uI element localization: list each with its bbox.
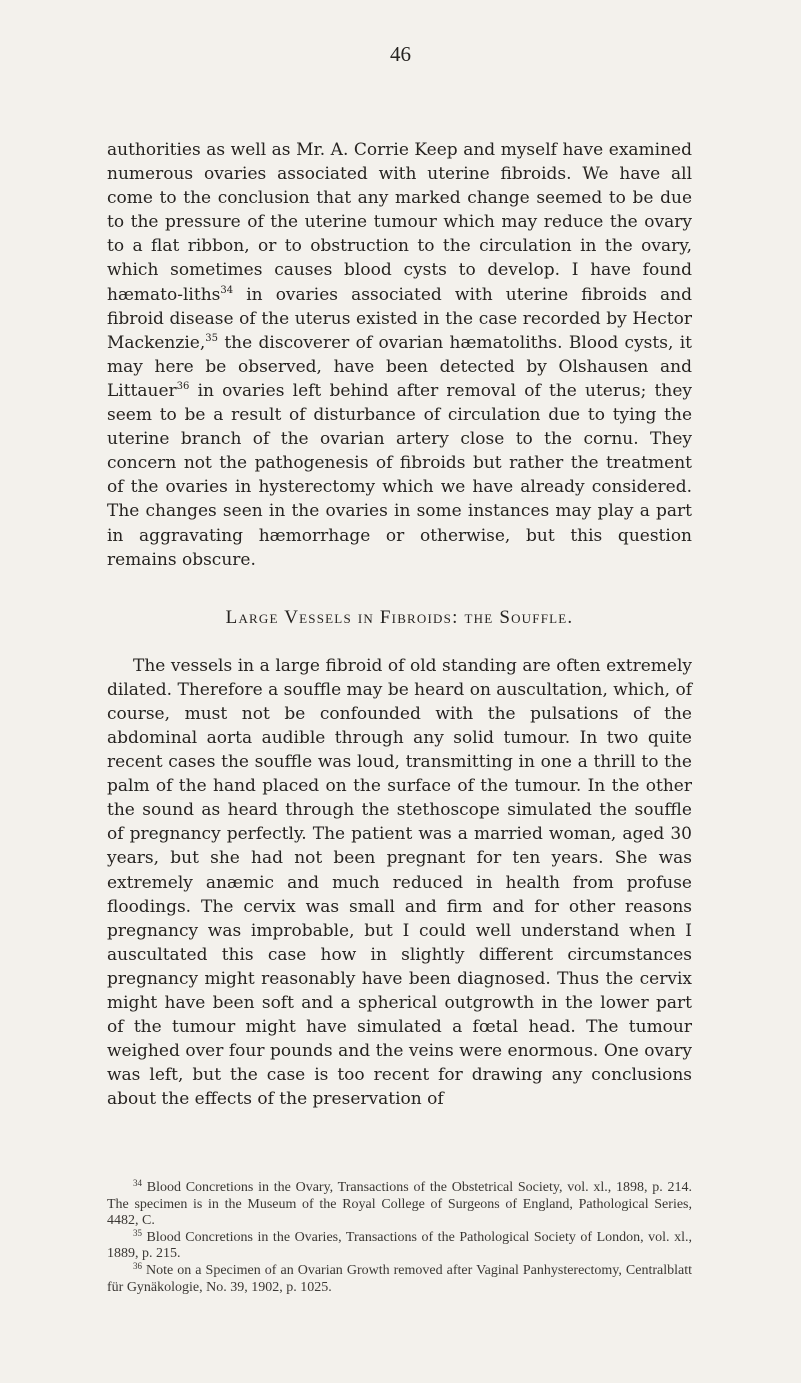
paragraph-text: in ovaries left behind after removal of the uterus; they seem to be a result of disturbance of circulation due to tying the uterine branch of the ovarian artery close to the cornu. They concern not the pathogenesis of fibroids but rather the treatment of the ovaries in hysterectomy which we have already considered. The changes seen in the ovaries in some instances may play a part in aggravating hæmorrhage or otherwise, but this question remains obscure. xyxy=(107,380,692,570)
footnote-35 xyxy=(107,1227,692,1263)
footnote-mark: 34 xyxy=(133,1178,142,1188)
footnote-ref-35: 35 xyxy=(205,332,218,344)
footnote-ref-36: 36 xyxy=(176,380,190,392)
footnote-34 xyxy=(107,1180,692,1230)
paragraph-text: the discoverer of ovarian hæmatoliths. Blood cysts, it may here be observed, have been detected by Olshausen and Littauer xyxy=(107,332,692,401)
paragraph-souffle: The vessels in a large fibroid of old standing are often extremely dilated. Therefore a souffle may be heard on auscultation, which, of course, must not be confounded with the pulsations of the abdominal aorta audible through any solid tumour. In two quite recent cases the souffle was loud, transmitting in one a thrill to the palm of the hand placed on the surface of the tumour. In the other the sound as heard through the stethoscope simulated the souffle of pregnancy perfectly. The patient was a married woman, aged 30 years, but she had not been pregnant for ten years. She was extremely anæmic and much reduced in health from profuse floodings. The cervix was small and firm and for other reasons pregnancy was improbable, but I could well understand when I auscultated this case how in slightly different circumstances pregnancy might reasonably have been diagnosed. Thus the cervix might have been soft and a spherical outgrowth in the lower part of the tumour might have simulated a fœtal head. The tumour weighed over four pounds and the veins were enormous. One ovary was left, but the case is too recent for drawing any conclusions about the effects of the preservation of xyxy=(107,655,692,1110)
footnote-36 xyxy=(107,1260,692,1296)
footnote-ref-34: 34 xyxy=(220,284,234,296)
paragraph-text: in ovaries associated with uterine fibroids and fibroid disease of the uterus existed in the case recorded by Hector Mackenzie, xyxy=(107,284,692,353)
paragraph-text: authorities as well as Mr. A. Corrie Keep and myself have examined numerous ovaries associated with uterine fibroids. We have all come to the conclusion that any marked change seemed to be due to the pressure of the uterine tumour which may reduce the ovary to a flat ribbon, or to obstruction to the circulation in the ovary, which sometimes causes blood cysts to develop. I have found hæmato-liths xyxy=(107,140,692,305)
paragraph-authorities xyxy=(107,138,692,572)
page-number: 46 xyxy=(390,42,411,66)
section-heading: Large Vessels in Fibroids: the Souffle. xyxy=(225,606,574,628)
footnote-text: Blood Concretions in the Ovary, Transactions of the Obstetrical Society, vol. xl., 1898, p. 214. The specimen is in the Museum of the Royal College of Surgeons of England, Pathological Series, 4482, C. xyxy=(107,1180,692,1229)
footnote-mark: 36 xyxy=(133,1260,142,1271)
footnote-mark: 35 xyxy=(133,1227,142,1238)
footnote-text: Blood Concretions in the Ovaries, Transactions of the Pathological Society of London, vol. xl., 1889, p. 215. xyxy=(107,1229,692,1262)
footnotes xyxy=(107,1180,692,1296)
body-text xyxy=(107,138,692,1111)
footnote-text: Note on a Specimen of an Ovarian Growth removed after Vaginal Panhysterectomy, Centralblatt für Gynäkologie, No. 39, 1902, p. 1025. xyxy=(107,1262,692,1295)
